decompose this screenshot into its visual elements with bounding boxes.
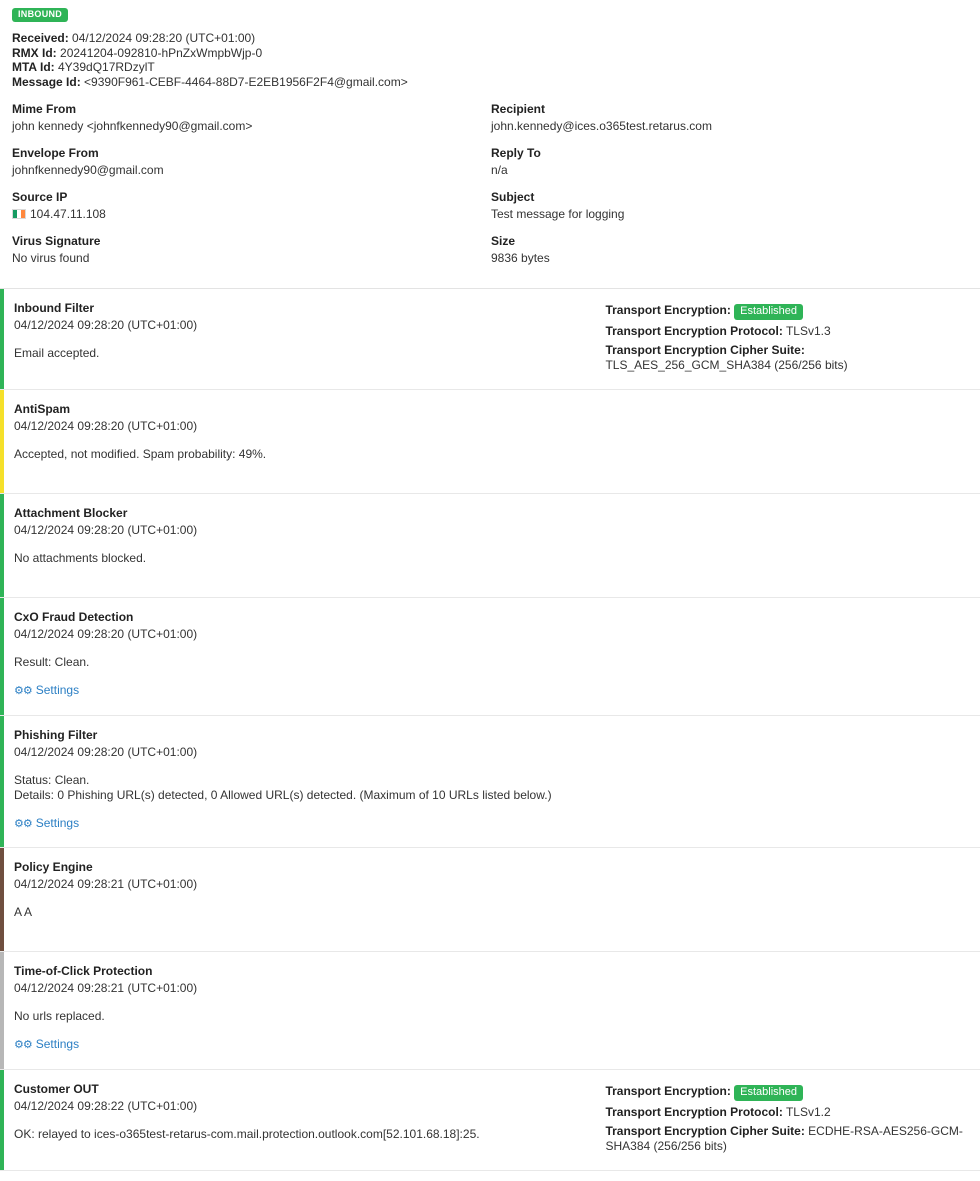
stage-message (14, 447, 595, 461)
field-label: Mime From (12, 102, 77, 116)
stage-status-bar (0, 952, 4, 1069)
field-value-wrap (491, 119, 968, 133)
field-value: Test message for logging (491, 207, 625, 221)
field-label: Size (491, 234, 516, 248)
settings-link-label: Settings (35, 816, 80, 830)
stage-timestamp: 04/12/2024 09:28:21 (UTC+01:00) (14, 981, 198, 995)
protocol-label: Transport Encryption Protocol: (605, 324, 783, 338)
transport-encryption-cipher-suite (605, 1124, 968, 1154)
field-label: Subject (491, 190, 535, 204)
stage-message-line: Email accepted. (14, 346, 100, 360)
field-value-wrap (12, 163, 490, 177)
stage-details (14, 402, 605, 481)
stage-title: Policy Engine (14, 860, 93, 874)
stage-title: Phishing Filter (14, 728, 98, 742)
stage-status-bar (0, 848, 4, 951)
summary-line (12, 76, 968, 90)
stage-encryption-info (605, 1082, 968, 1158)
stage-message-line: Accepted, not modified. Spam probability: 49%. (14, 447, 267, 461)
transport-encryption-status (605, 303, 968, 320)
field-label: Recipient (491, 102, 546, 116)
stage-message (14, 905, 595, 919)
stage-encryption-info (605, 964, 968, 1057)
transport-encryption-protocol (605, 1105, 968, 1120)
summary-label: Message Id: (12, 74, 81, 89)
stage-row (0, 598, 980, 716)
stage-message-line: No attachments blocked. (14, 551, 147, 565)
settings-link[interactable] (14, 683, 79, 697)
summary-value: <9390F961-CEBF-4464-88D7-E2EB1956F2F4@gmail.com> (84, 74, 408, 89)
stage-title: Inbound Filter (14, 301, 94, 315)
stage-encryption-info (605, 610, 968, 703)
field-value: 104.47.11.108 (30, 207, 106, 221)
stage-title: Attachment Blocker (14, 506, 128, 520)
stage-details (14, 1082, 605, 1158)
stage-details (14, 610, 605, 703)
stage-message (14, 773, 595, 802)
stage-status-bar (0, 598, 4, 715)
stage-status-bar (0, 494, 4, 597)
field-value-wrap (12, 119, 490, 133)
stage-row (0, 494, 980, 598)
field-label: Source IP (12, 190, 68, 204)
settings-link-label: Settings (35, 683, 80, 697)
stage-message-line: A A (14, 905, 33, 919)
stage-status-bar (0, 1070, 4, 1170)
protocol-value: TLSv1.2 (785, 1105, 831, 1119)
stage-status-bar (0, 289, 4, 389)
field-value-wrap (491, 251, 968, 265)
stage-status-bar (0, 390, 4, 493)
summary-line (12, 32, 968, 46)
stage-message-line: Status: Clean. (14, 773, 90, 787)
field-label: Reply To (491, 146, 541, 160)
stage-status-bar (0, 716, 4, 847)
stage-message (14, 346, 595, 360)
field-value: n/a (491, 163, 508, 177)
field-value: 9836 bytes (491, 251, 550, 265)
protocol-label: Transport Encryption Protocol: (605, 1105, 783, 1119)
stage-encryption-info (605, 506, 968, 585)
field-envelope-from (12, 146, 490, 177)
stage-details (14, 860, 605, 939)
field-label: Envelope From (12, 146, 99, 160)
stage-details (14, 964, 605, 1057)
stage-timestamp: 04/12/2024 09:28:22 (UTC+01:00) (14, 1099, 198, 1113)
stage-message-line: Result: Clean. (14, 655, 90, 669)
stage-title: CxO Fraud Detection (14, 610, 134, 624)
page-bottom-spacer (0, 1171, 980, 1181)
settings-link[interactable] (14, 816, 79, 830)
transport-encryption-status (605, 1084, 968, 1101)
flag-ireland-icon (12, 209, 26, 219)
cipher-label: Transport Encryption Cipher Suite: (605, 1124, 805, 1138)
stage-timestamp: 04/12/2024 09:28:20 (UTC+01:00) (14, 523, 198, 537)
field-value-wrap (491, 163, 968, 177)
field-recipient (491, 102, 968, 133)
field-value-wrap (12, 207, 490, 221)
stage-timestamp: 04/12/2024 09:28:20 (UTC+01:00) (14, 627, 198, 641)
settings-link-label: Settings (35, 1037, 80, 1051)
gear-icon: ⚙⚙ (14, 818, 32, 830)
stage-row (0, 1070, 980, 1171)
stage-timestamp: 04/12/2024 09:28:20 (UTC+01:00) (14, 318, 198, 332)
summary-value: 20241204-092810-hPnZxWmpbWjp-0 (60, 45, 263, 60)
stage-row (0, 716, 980, 848)
gear-icon: ⚙⚙ (14, 1039, 32, 1051)
stage-message (14, 551, 595, 565)
stage-timestamp: 04/12/2024 09:28:20 (UTC+01:00) (14, 419, 198, 433)
cipher-label: Transport Encryption Cipher Suite: (605, 343, 805, 357)
field-label: Virus Signature (12, 234, 101, 248)
summary-label: RMX Id: (12, 45, 57, 60)
summary-label: MTA Id: (12, 60, 55, 74)
transport-encryption-label: Transport Encryption: (605, 303, 731, 317)
message-fields (0, 94, 980, 288)
field-source-ip (12, 190, 490, 221)
stage-title: Time-of-Click Protection (14, 964, 153, 978)
stage-message-line: OK: relayed to ices-o365test-retarus-com.mail.protection.outlook.com[52.101.68.18]:25. (14, 1127, 480, 1141)
summary-line (12, 47, 968, 61)
summary-value: 4Y39dQ17RDzylT (58, 60, 155, 74)
stage-row (0, 848, 980, 952)
stage-message (14, 1127, 595, 1141)
processing-stages (0, 289, 980, 1171)
encryption-status-badge: Established (734, 1085, 803, 1101)
stage-title: Customer OUT (14, 1082, 99, 1096)
stage-timestamp: 04/12/2024 09:28:21 (UTC+01:00) (14, 877, 198, 891)
status-badge-inbound: INBOUND (12, 8, 68, 22)
field-reply-to (491, 146, 968, 177)
stage-row (0, 952, 980, 1070)
summary-value: 04/12/2024 09:28:20 (UTC+01:00) (72, 31, 256, 45)
message-fields-left (12, 102, 490, 278)
gear-icon: ⚙⚙ (14, 685, 32, 697)
stage-row (0, 390, 980, 494)
message-fields-right (490, 102, 968, 278)
cipher-value: TLS_AES_256_GCM_SHA384 (256/256 bits) (605, 358, 848, 372)
field-mime-from (12, 102, 490, 133)
stage-message (14, 1009, 595, 1023)
field-value: john kennedy <johnfkennedy90@gmail.com> (12, 119, 253, 133)
stage-details (14, 301, 605, 377)
stage-message-line: Details: 0 Phishing URL(s) detected, 0 Allowed URL(s) detected. (Maximum of 10 URLs listed below.) (14, 788, 552, 802)
encryption-status-badge: Established (734, 304, 803, 320)
field-value: No virus found (12, 251, 90, 265)
summary-label: Received: (12, 31, 69, 45)
stage-message (14, 655, 595, 669)
stage-encryption-info (605, 860, 968, 939)
transport-encryption-cipher-suite (605, 343, 968, 373)
stage-details (14, 728, 605, 835)
transport-encryption-protocol (605, 324, 968, 339)
transport-encryption-label: Transport Encryption: (605, 1084, 731, 1098)
stage-timestamp: 04/12/2024 09:28:20 (UTC+01:00) (14, 745, 198, 759)
stage-title: AntiSpam (14, 402, 71, 416)
field-virus-signature (12, 234, 490, 265)
field-value: john.kennedy@ices.o365test.retarus.com (491, 119, 712, 133)
field-value-wrap (12, 251, 490, 265)
field-size (491, 234, 968, 265)
stage-encryption-info (605, 402, 968, 481)
stage-message-line: No urls replaced. (14, 1009, 105, 1023)
settings-link[interactable] (14, 1037, 79, 1051)
protocol-value: TLSv1.3 (785, 324, 831, 338)
summary-line (12, 61, 968, 75)
direction-badge-row (0, 0, 980, 22)
stage-details (14, 506, 605, 585)
field-value-wrap (491, 207, 968, 221)
cipher-value: ECDHE-RSA-AES256-GCM-SHA384 (256/256 bits) (605, 1124, 963, 1153)
stage-encryption-info (605, 728, 968, 835)
message-summary (0, 22, 980, 94)
field-value: johnfkennedy90@gmail.com (12, 163, 164, 177)
field-subject (491, 190, 968, 221)
stage-row (0, 289, 980, 390)
stage-encryption-info (605, 301, 968, 377)
